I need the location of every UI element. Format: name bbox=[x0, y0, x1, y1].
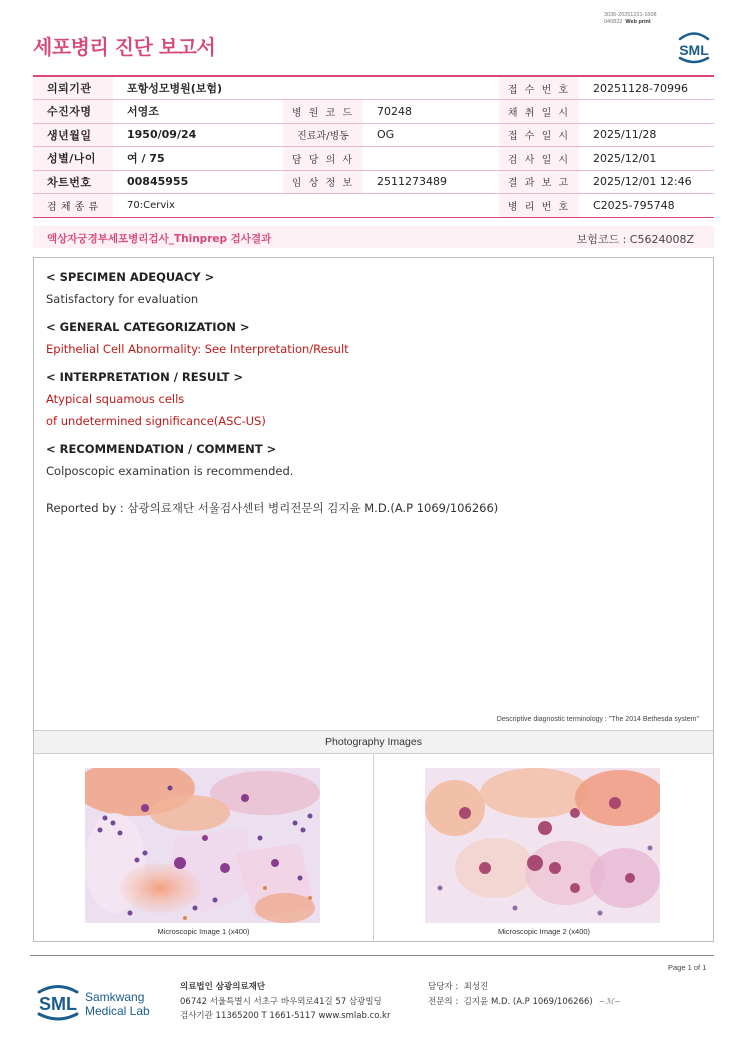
page-number: Page 1 of 1 bbox=[668, 963, 707, 972]
org-name: 의료법인 삼광의료재단 bbox=[180, 982, 266, 992]
dob: 1950/09/24 bbox=[113, 123, 283, 147]
requesting-institution: 포항성모병원(보험) bbox=[113, 76, 499, 100]
footer-brand bbox=[35, 978, 160, 1026]
receipt-date-label: 접 수 일 시 bbox=[499, 123, 579, 147]
svg-text:SML: SML bbox=[39, 994, 77, 1014]
staff-row bbox=[428, 980, 621, 995]
department-label: 진료과/병동 bbox=[283, 123, 363, 147]
receipt-no: 20251128-70996 bbox=[579, 76, 714, 100]
chart-no: 00845955 bbox=[113, 170, 283, 194]
test-date-label: 검 사 일 시 bbox=[499, 147, 579, 171]
specialist-name: 김지윤 M.D. (A.P 1069/106266) bbox=[463, 996, 593, 1007]
result-date-label: 결 과 보 고 bbox=[499, 170, 579, 194]
clinical-info: 2511273489 bbox=[363, 170, 499, 194]
report-box bbox=[33, 257, 714, 942]
chart-no-label: 차트번호 bbox=[33, 170, 113, 194]
patient-info-table bbox=[33, 75, 714, 218]
exam-name: 액상자궁경부세포병리검사_Thinprep 검사결과 bbox=[47, 233, 272, 245]
svg-text:Samkwang: Samkwang bbox=[85, 990, 145, 1004]
sex-age-label: 성별/나이 bbox=[33, 147, 113, 171]
photo-caption-1: Microscopic Image 1 (x400) bbox=[157, 927, 250, 936]
specimen-type-label: 검 체 종 류 bbox=[33, 194, 113, 218]
pathology-no-label: 병 리 번 호 bbox=[499, 194, 579, 218]
footer-divider bbox=[30, 955, 714, 956]
print-id: 040822 bbox=[604, 18, 623, 25]
svg-text:Medical Lab: Medical Lab bbox=[85, 1004, 150, 1018]
staff-label: 담당자 : bbox=[428, 982, 459, 992]
interpretation-title: < INTERPRETATION / RESULT > bbox=[46, 370, 244, 384]
sml-logo-icon bbox=[672, 26, 716, 66]
print-stamp-line2 bbox=[604, 19, 657, 26]
clinical-info-label: 임 상 정 보 bbox=[283, 170, 363, 194]
table-row bbox=[33, 194, 714, 218]
patient-name-label: 수진자명 bbox=[33, 100, 113, 124]
photo-caption-2: Microscopic Image 2 (x400) bbox=[497, 927, 591, 936]
org-address: 06742 서울특별시 서초구 바우뫼로41길 57 삼광빌딩 bbox=[180, 996, 382, 1007]
collection-date bbox=[579, 100, 714, 124]
adequacy-text: Satisfactory for evaluation bbox=[46, 292, 199, 306]
table-row bbox=[33, 123, 714, 147]
hospital-code-label: 병 원 코 드 bbox=[283, 100, 363, 124]
physician-label: 담 당 의 사 bbox=[283, 147, 363, 171]
adequacy-title: < SPECIMEN ADEQUACY > bbox=[46, 270, 215, 284]
dob-label: 생년월일 bbox=[33, 123, 113, 147]
receipt-no-label: 접 수 번 호 bbox=[499, 76, 579, 100]
sex-age: 여 / 75 bbox=[113, 147, 283, 171]
pathology-no: C2025-795748 bbox=[579, 194, 714, 218]
recommendation-text: Colposcopic examination is recommended. bbox=[46, 464, 294, 478]
staff-name: 최성진 bbox=[463, 982, 489, 992]
recommendation-title: < RECOMMENDATION / COMMENT > bbox=[46, 442, 277, 456]
sml-footer-logo-icon bbox=[35, 978, 160, 1026]
collection-date-label: 채 취 일 시 bbox=[499, 100, 579, 124]
footer-org bbox=[180, 980, 390, 1024]
print-stamp-line1: 3036-20251231-1608 bbox=[604, 12, 657, 18]
specialist-row bbox=[428, 995, 621, 1010]
categorization-text: Epithelial Cell Abnormality: See Interpretation/Result bbox=[46, 342, 349, 356]
microscopic-image-1 bbox=[85, 768, 320, 923]
page-title: 세포병리 진단 보고서 bbox=[33, 35, 216, 59]
table-row bbox=[33, 147, 714, 171]
photo-cell-2 bbox=[374, 754, 714, 942]
signature-icon: ~ℳ~ bbox=[598, 996, 621, 1006]
print-mode: Web print bbox=[625, 18, 651, 25]
photo-section-header: Photography Images bbox=[34, 730, 713, 754]
specimen-type: 70:Cervix bbox=[113, 194, 499, 218]
svg-text:SML: SML bbox=[679, 42, 709, 58]
reported-by: Reported by : 삼광의료재단 서울검사센터 병리전문의 김지윤 M.D.(A.P 1069/106266) bbox=[46, 501, 499, 515]
terminology-note: Descriptive diagnostic terminology : "The 2014 Bethesda system" bbox=[496, 716, 699, 723]
test-date: 2025/12/01 bbox=[579, 147, 714, 171]
exam-banner bbox=[33, 226, 714, 248]
categorization-title: < GENERAL CATEGORIZATION > bbox=[46, 320, 250, 334]
requesting-institution-label: 의뢰기관 bbox=[33, 76, 113, 100]
result-date: 2025/12/01 12:46 bbox=[579, 170, 714, 194]
interpretation-line2: of undetermined significance(ASC-US) bbox=[46, 414, 266, 428]
report-body bbox=[46, 270, 696, 516]
insurance-code: 보험코드 : C5624008Z bbox=[576, 233, 694, 246]
department: OG bbox=[363, 123, 499, 147]
table-row bbox=[33, 170, 714, 194]
physician bbox=[363, 147, 499, 171]
footer-staff bbox=[428, 980, 621, 1009]
hospital-code: 70248 bbox=[363, 100, 499, 124]
microscopic-image-2 bbox=[425, 768, 660, 923]
interpretation-line1: Atypical squamous cells bbox=[46, 392, 185, 406]
specialist-label: 전문의 : bbox=[428, 996, 459, 1007]
patient-name: 서영조 bbox=[113, 100, 283, 124]
org-contact: 검사기관 11365200 T 1661-5117 www.smlab.co.kr bbox=[180, 1011, 391, 1021]
table-row bbox=[33, 76, 714, 100]
table-row bbox=[33, 100, 714, 124]
receipt-date: 2025/11/28 bbox=[579, 123, 714, 147]
photo-cell-1 bbox=[34, 754, 374, 942]
print-stamp bbox=[604, 12, 657, 25]
